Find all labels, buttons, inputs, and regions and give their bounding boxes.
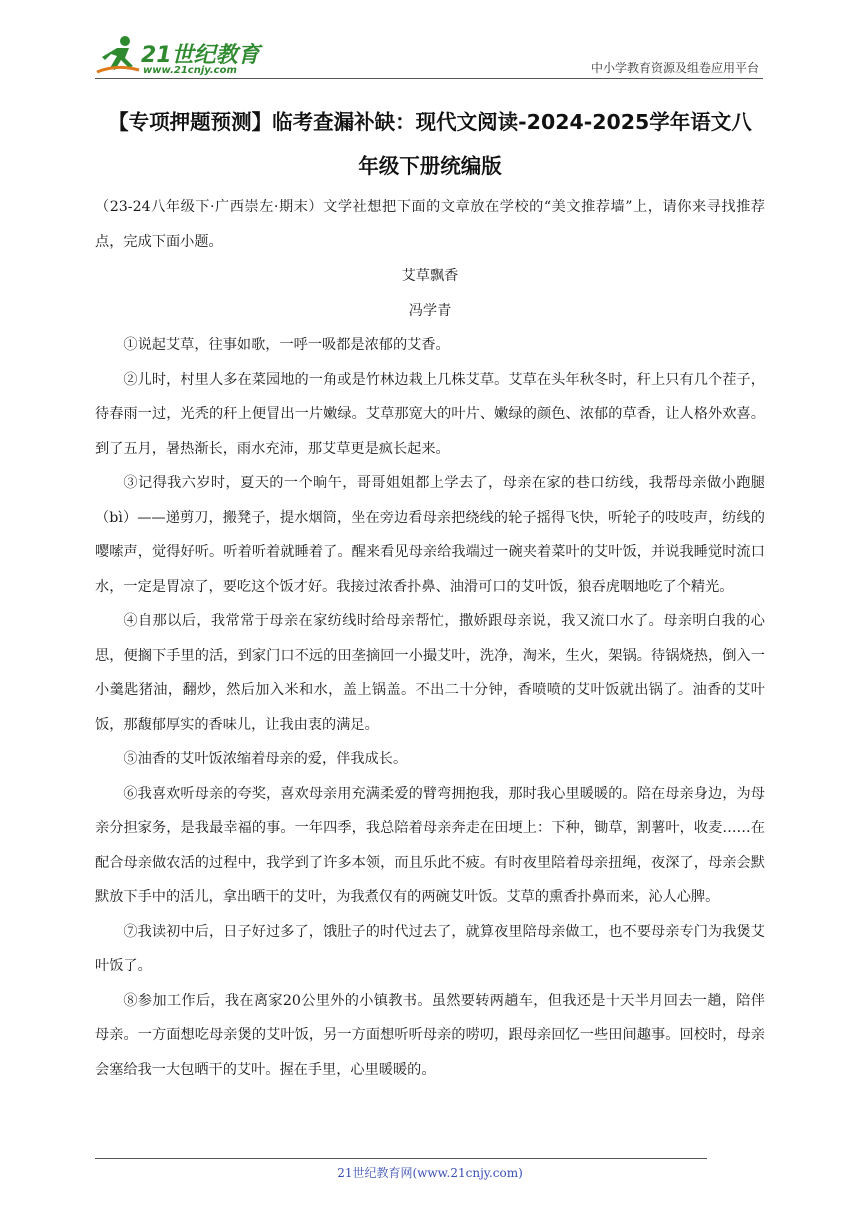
header-platform-text: 中小学教育资源及组卷应用平台 [590,61,759,75]
title-line-1: 【专项押题预测】临考查漏补缺：现代文阅读-2024-2025学年语文八 [108,110,752,134]
paragraph-2: ②儿时，村里人多在菜园地的一角或是竹林边栽上几株艾草。艾草在头年秋冬时，秆上只有几个茬子，待春雨一过，光秃的秆上便冒出一片嫩绿。艾草那宽大的叶片、嫩绿的颜色、浓郁的草香，让人格外欢喜。到了五月，暑热渐长，雨水充沛，那艾草更是疯长起来。 [95,371,765,457]
article-title: 艾草飘香 [401,268,459,284]
title-line-2: 年级下册统编版 [358,154,502,178]
runner-icon [95,34,141,78]
logo-url: www.21cnjy.com [143,65,237,76]
header-divider [95,78,763,79]
paragraph-7: ⑦我读初中后，日子好过多了，饿肚子的时代过去了，就算夜里陪母亲做工，也不要母亲专门为我煲艾叶饭了。 [95,923,765,974]
footer-divider [95,1158,707,1159]
intro-text: （23-24八年级下·广西崇左·期末）文学社想把下面的文章放在学校的“美文推荐墙”上，请你来寻找推荐点，完成下面小题。 [95,199,765,250]
paragraph-4: ④自那以后，我常常于母亲在家纺线时给母亲帮忙，撒娇跟母亲说，我又流口水了。母亲明白我的心思，便搁下手里的活，到家门口不远的田垄摘回一小撮艾叶，洗净，淘米，生火，架锅。待锅烧热，倒入一小羹匙猪油，翻炒，然后加入米和水，盖上锅盖。不出二十分钟，香喷喷的艾叶饭就出锅了。油香的艾叶饭，那馥郁厚实的香味儿，让我由衷的满足。 [95,613,765,733]
document-title [95,100,765,188]
article-author: 冯学青 [408,302,452,319]
page-header [95,34,763,80]
paragraph-5: ⑤油香的艾叶饭浓缩着母亲的爱，伴我成长。 [123,751,408,767]
document-body [95,190,765,1087]
footer-link[interactable]: 21世纪教育网(www.21cnjy.com) [337,1166,523,1180]
paragraph-8: ⑧参加工作后，我在离家20公里外的小镇教书。虽然要转两趟车，但我还是十天半月回去一趟，陪伴母亲。一方面想吃母亲煲的艾叶饭，另一方面想听听母亲的唠叨，跟母亲回忆一些田间趣事。回校时，母亲会塞给我一大包晒干的艾叶。握在手里，心里暖暖的。 [95,992,765,1078]
paragraph-1: ①说起艾草，往事如歌，一呼一吸都是浓郁的艾香。 [123,337,450,353]
paragraph-3: ③记得我六岁时，夏天的一个晌午，哥哥姐姐都上学去了，母亲在家的巷口纺线，我帮母亲做小跑腿（bì）——递剪刀，搬凳子，提水烟筒，坐在旁边看母亲把绕线的轮子摇得飞快，听轮子的吱吱声，纺线的嘤嗦声，觉得好听。听着听着就睡着了。醒来看见母亲给我端过一碗夹着菜叶的艾叶饭，并说我睡觉时流口水，一定是胃凉了，要吃这个饭才好。我接过浓香扑鼻、油滑可口的艾叶饭，狼吞虎咽地吃了个精光。 [95,475,765,595]
logo-text: 21世纪教育 [141,43,260,68]
site-logo[interactable] [95,34,265,78]
paragraph-6: ⑥我喜欢听母亲的夸奖，喜欢母亲用充满柔爱的臂弯拥抱我，那时我心里暖暖的。陪在母亲身边，为母亲分担家务，是我最幸福的事。一年四季，我总陪着母亲奔走在田埂上：下种，锄草，割薯叶，收麦……在配合母亲做农活的过程中，我学到了许多本领，而且乐此不疲。有时夜里陪着母亲扭绳，夜深了，母亲会默默放下手中的活儿，拿出晒干的艾叶，为我煮仅有的两碗艾叶饭。艾草的熏香扑鼻而来，沁人心脾。 [95,785,765,905]
